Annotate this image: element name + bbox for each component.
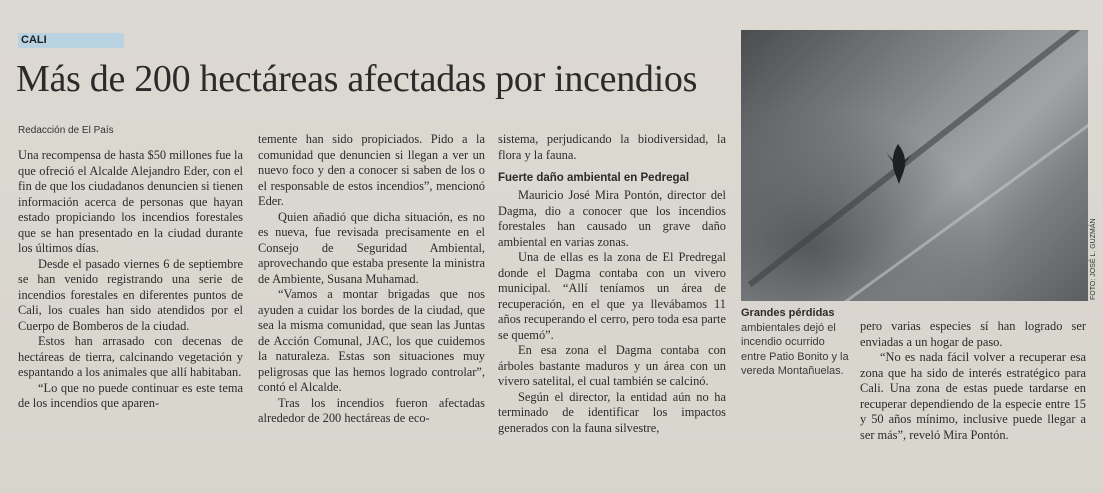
paragraph: Mauricio José Mira Pontón, director del Dagma, dio a conocer que los incendios forestales han causado un grave daño ambiental en varias zonas. bbox=[498, 188, 726, 249]
paragraph: “No es nada fácil volver a recuperar esa zona que ha sido de interés estratégico para Cali. Una zona de estas puede tardarse en recuperar dependiendo de la especie entre 15 y 50 años mínimo, inclusive puede llegar a ser más”, reveló Mira Pontón. bbox=[860, 350, 1086, 442]
paragraph: Según el director, la entidad aún no ha terminado de identificar los impactos generados con la fauna silvestre, bbox=[498, 389, 726, 435]
subheading: Fuerte daño ambiental en Pedregal bbox=[498, 172, 690, 184]
article-column-4 bbox=[860, 319, 1086, 443]
paragraph: Estos han arrasado con decenas de hectáreas de tierra, calcinando vegetación y espantando a los animales que allí habitaban. bbox=[18, 334, 243, 379]
article-column-3 bbox=[498, 132, 726, 436]
section-tag: CALI bbox=[18, 33, 124, 48]
paragraph: “Vamos a montar brigadas que nos ayuden a cuidar los bordes de la ciudad, que sea la misma comunidad, que sean las Juntas de Acción Comunal, JAC, los que cuidemos la naturaleza. Estas son situaciones muy peligrosas que las hemos logrado controlar”, contó el Alcalde. bbox=[258, 287, 485, 394]
paragraph: Desde el pasado viernes 6 de septiembre se han venido registrando una serie de incendios forestales en diferentes puntos de Cali, los cuales han sido atendidos por el Cuerpo de Bomberos de la ciudad. bbox=[18, 256, 243, 333]
headline: Más de 200 hectáreas afectadas por incendios bbox=[16, 58, 698, 100]
photo-caption bbox=[741, 306, 851, 379]
photo-ridge-highlight bbox=[840, 57, 1088, 301]
paragraph: “Lo que no puede continuar es este tema de los incendios que aparen- bbox=[18, 380, 243, 410]
paragraph: Quien añadió que dicha situación, es no es nueva, fue revisada precisamente en el Consejo de Seguridad Ambiental, aprovechando que estaba presente la ministra de Ambiente, Susana Muhamad. bbox=[258, 209, 485, 286]
photo-credit: FOTO: JOSÉ L. GUZMÁN bbox=[1090, 218, 1097, 300]
paragraph: Tras los incendios fueron afectadas alrededor de 200 hectáreas de eco- bbox=[258, 395, 485, 425]
paragraph: Una recompensa de hasta $50 millones fue la que ofreció el Alcalde Alejandro Eder, con el fin de que los ciudadanos denuncien si tienen información acerca de personas que hayan estado propiciando los incendios forestales que se han presentado en la ciudad durante los últimos días. bbox=[18, 148, 243, 255]
paragraph: sistema, perjudicando la biodiversidad, la flora y la fauna. bbox=[498, 132, 726, 162]
paragraph: En esa zona el Dagma contaba con árboles bastante maduros y un área con un vivero satelital, el cual también se calcinó. bbox=[498, 343, 726, 388]
fire-damage-photo bbox=[741, 30, 1088, 301]
paragraph: temente han sido propiciados. Pido a la comunidad que denuncien si llegan a ver un nuevo foco y den a conocer si saben de los o el responsable de estos incendios”, mencionó Eder. bbox=[258, 132, 485, 208]
paragraph: pero varias especies sí han logrado ser enviadas a un hogar de paso. bbox=[860, 319, 1086, 349]
bird-icon bbox=[884, 142, 914, 186]
caption-title: Grandes pérdidas bbox=[741, 307, 835, 319]
caption-text: ambientales dejó el incendio ocurrido entre Patio Bonito y la vereda Montañuelas. bbox=[741, 321, 849, 377]
paragraph: Una de ellas es la zona de El Predregal donde el Dagma contaba con un vivero municipal. “Allí teníamos un área de recuperación, en el que ya llevábamos 11 años recuperando el cerro, pero toda esa parte se quemó”. bbox=[498, 250, 726, 342]
byline: Redacción de El País bbox=[18, 125, 114, 136]
article-column-1 bbox=[18, 148, 243, 412]
article-column-2 bbox=[258, 132, 485, 427]
